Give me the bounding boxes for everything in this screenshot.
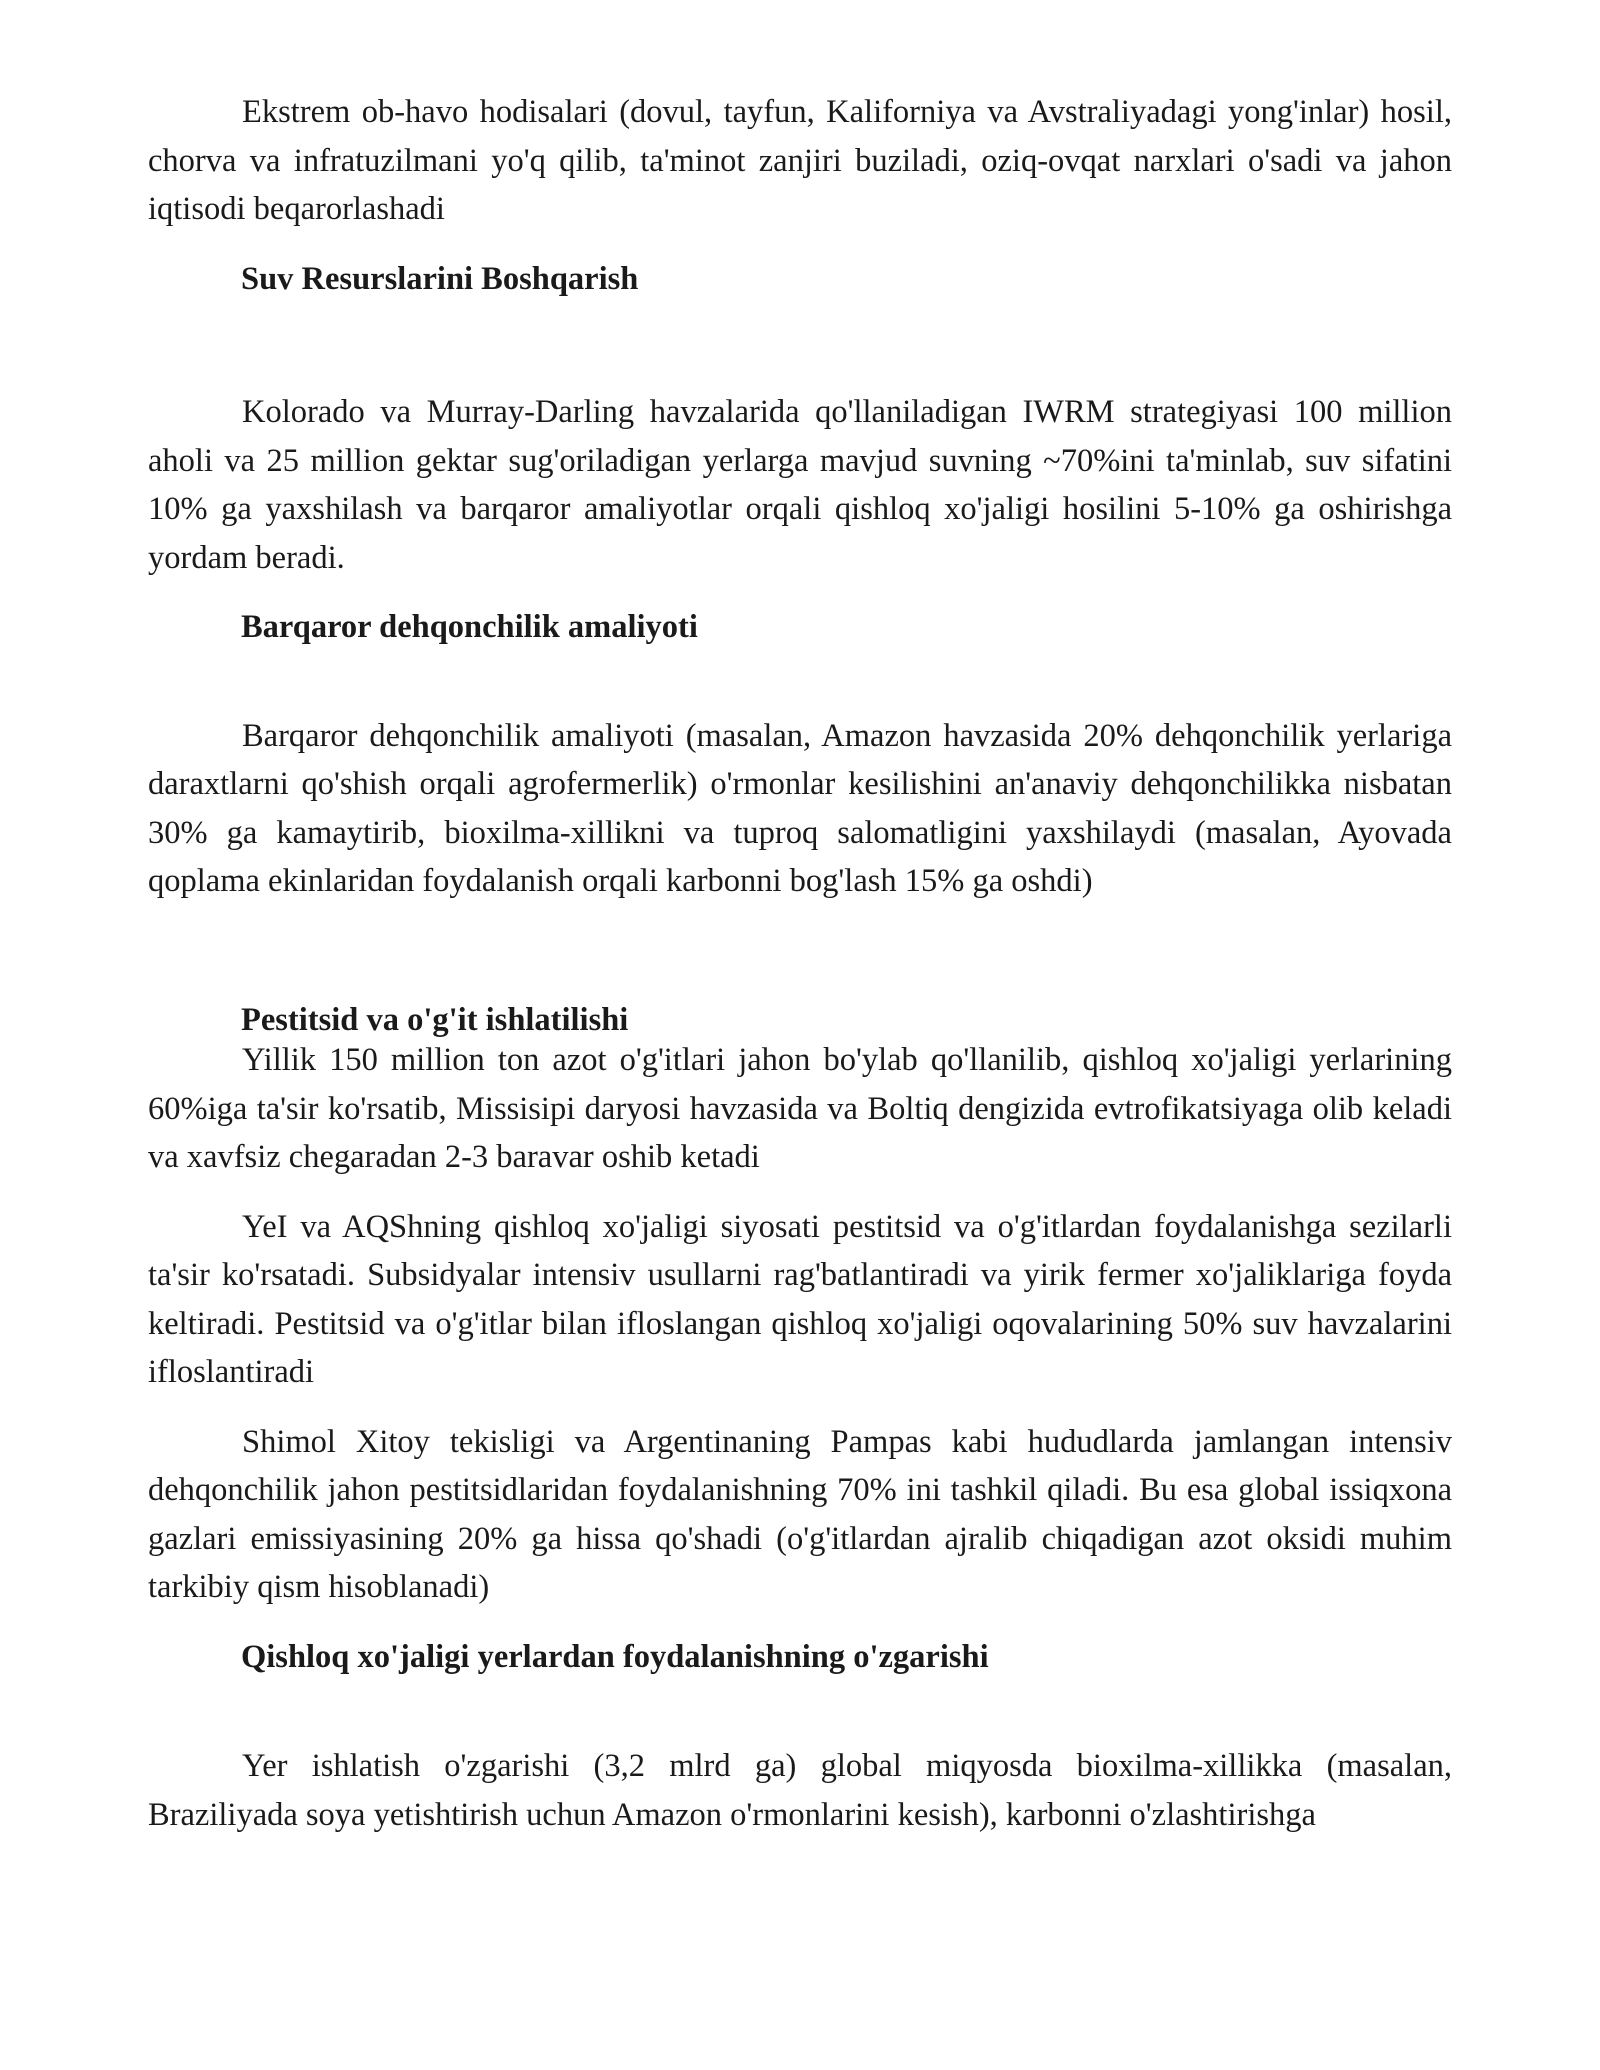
paragraph-iwrm: Kolorado va Murray-Darling havzalarida qo'llaniladigan IWRM strategiyasi 100 million aholi va 25 million gektar sug'oriladigan yerlarga mavjud suvning ~70%ini ta'minlab, suv sifatini 10% ga yaxshilash va barqaror amaliyotlar orqali qishloq xo'jaligi hosilini 5-10% ga oshirishga yordam beradi. xyxy=(148,394,1452,576)
paragraph-extreme-weather: Ekstrem ob-havo hodisalari (dovul, tayfun, Kaliforniya va Avstraliyadagi yong'inlar) hosil, chorva va infratuzilmani yo'q qilib, ta'minot zanjiri buziladi, oziq-ovqat narxlari o'sadi va jahon iqtisodi beqarorlashadi xyxy=(148,94,1452,227)
heading-land-use-change: Qishloq xo'jaligi yerlardan foydalanishning o'zgarishi xyxy=(241,1638,989,1675)
paragraph-sustainable-farming: Barqaror dehqonchilik amaliyoti (masalan, Amazon havzasida 20% dehqonchilik yerlariga daraxtlarni qo'shish orqali agrofermerlik) o'rmonlar kesilishini an'anaviy dehqonchilikka nisbatan 30% ga kamaytirib, bioxilma-xillikni va tuproq salomatligini yaxshilaydi (masalan, Ayovada qoplama ekinlaridan foydalanish orqali karbonni bog'lash 15% ga oshdi) xyxy=(148,717,1452,899)
heading-water-resources: Suv Resurslarini Boshqarish xyxy=(241,260,639,297)
heading-sustainable-farming: Barqaror dehqonchilik amaliyoti xyxy=(241,609,698,645)
paragraph-eu-us-policy: YeI va AQShning qishloq xo'jaligi siyosati pestitsid va o'g'itlardan foydalanishga sezilarli ta'sir ko'rsatadi. Subsidyalar intensiv usullarni rag'batlantiradi va yirik fermer xo'jaliklariga foyda keltiradi. Pestitsid va o'g'itlar bilan ifloslangan qishloq xo'jaligi oqovalarining 50% suv havzalarini ifloslantiradi xyxy=(148,1208,1452,1390)
document-page xyxy=(148,88,1452,1839)
paragraph-land-use-change: Yer ishlatish o'zgarishi (3,2 mlrd ga) global miqyosda bioxilma-xillikka (masalan, Braziliyada soya yetishtirish uchun Amazon o'rmonlarini kesish), karbonni o'zlashtirishga xyxy=(148,1748,1452,1833)
heading-pesticide-fertilizer: Pestitsid va o'g'it ishlatilishi xyxy=(241,1001,629,1038)
paragraph-nitrogen-fertilizers: Yillik 150 million ton azot o'g'itlari jahon bo'ylab qo'llanilib, qishloq xo'jaligi yerlarining 60%iga ta'sir ko'rsatib, Missisipi daryosi havzasida va Boltiq dengizida evtrofikatsiyaga olib keladi va xavfsiz chegaradan 2-3 baravar oshib ketadi xyxy=(148,1042,1452,1175)
paragraph-intensive-farming: Shimol Xitoy tekisligi va Argentinaning Pampas kabi hududlarda jamlangan intensiv dehqonchilik jahon pestitsidlaridan foydalanishning 70% ini tashkil qiladi. Bu esa global issiqxona gazlari emissiyasining 20% ga hissa qo'shadi (o'g'itlardan ajralib chiqadigan azot oksidi muhim tarkibiy qism hisoblanadi) xyxy=(148,1423,1452,1605)
